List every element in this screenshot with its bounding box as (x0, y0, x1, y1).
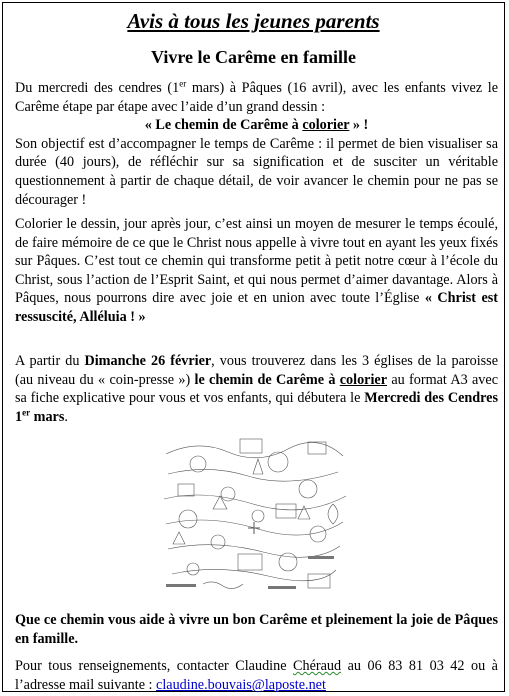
highlight-b: colorier (302, 117, 350, 134)
paragraph-colorier (15, 215, 498, 327)
colorier-text: Colorier le dessin, jour après jour, c’est ainsi un moyen de mesurer le temps écoulé, de faire mémoire de ce que le Christ nous appelle à vivre tout en ayant les yeux fixés sur Pâques. C’est tout ce chemin qui transforme petit à petit notre cœur à l’école du Christ, sous l’action de l’Esprit Saint, et qui nous permet d’aimer davantage. Alors à Pâques, nous pourrons dire avec joie et en union avec toute l’Église (15, 216, 498, 307)
contact-text-1: Pour tous renseignements, contacter Claudine (15, 658, 294, 674)
dim-text-3: au format A3 avec sa fiche explicative pour vous et vos enfants, qui débutera le (15, 371, 498, 407)
contact-name: Chéraud (293, 658, 342, 674)
dim-mars: mars (30, 408, 65, 425)
notice-frame (2, 2, 505, 692)
dim-chemin: le chemin de Carême à (194, 371, 340, 388)
notice-title: Avis à tous les jeunes parents (127, 9, 380, 33)
intro-text-1: Du mercredi des cendres (1 (15, 80, 180, 96)
paragraph-contact (15, 657, 498, 694)
dim-date: Dimanche 26 février (84, 353, 212, 369)
contact-text-2: au 06 83 81 03 42 ou à l’adresse mail suivante : (15, 658, 498, 693)
christ-ressuscite: « Christ est ressuscité, Alléluia ! » (15, 290, 498, 325)
dim-sup: er (22, 407, 31, 418)
conclusion-text: Que ce chemin vous aide à vivre un bon Carême et pleinement la joie de Pâques en famille. (15, 612, 498, 647)
paragraph-intro (15, 79, 498, 209)
dim-text-1: A partir du (15, 353, 85, 369)
notice-subtitle: Vivre le Carême en famille (151, 47, 356, 67)
intro-text-3: Son objectif est d’accompagner le temps de Carême : il permet de bien visualiser sa durée (40 jours), de réfléchir sur sa signification et de susciter un véritable questionnement à partir de chaque détail, de voir avancer le chemin pour ne pas se décourager ! (15, 135, 498, 208)
dim-cendres: Mercredi des Cendres 1 (15, 390, 499, 425)
paragraph-conclusion (15, 611, 498, 648)
intro-text-2: mars) à Pâques (16 avril), avec les enfants vivez le Carême étape par étape avec l’aide d’un grand dessin : (15, 80, 498, 115)
chemin-highlight (15, 116, 498, 135)
highlight-a: « Le chemin de Carême à (144, 117, 303, 134)
highlight-c: » ! (349, 117, 369, 134)
dim-text-4: . (64, 408, 68, 425)
dim-text-2: , vous trouverez dans les 3 églises de la paroisse (au niveau du « coin-presse ») (15, 353, 498, 388)
paragraph-dimanche (15, 352, 498, 426)
dim-colorier: colorier (339, 371, 388, 388)
coloring-drawing-image (158, 434, 351, 597)
intro-sup: er (179, 78, 187, 89)
contact-email-link[interactable]: claudine.bouvais@laposte.net (156, 676, 326, 693)
